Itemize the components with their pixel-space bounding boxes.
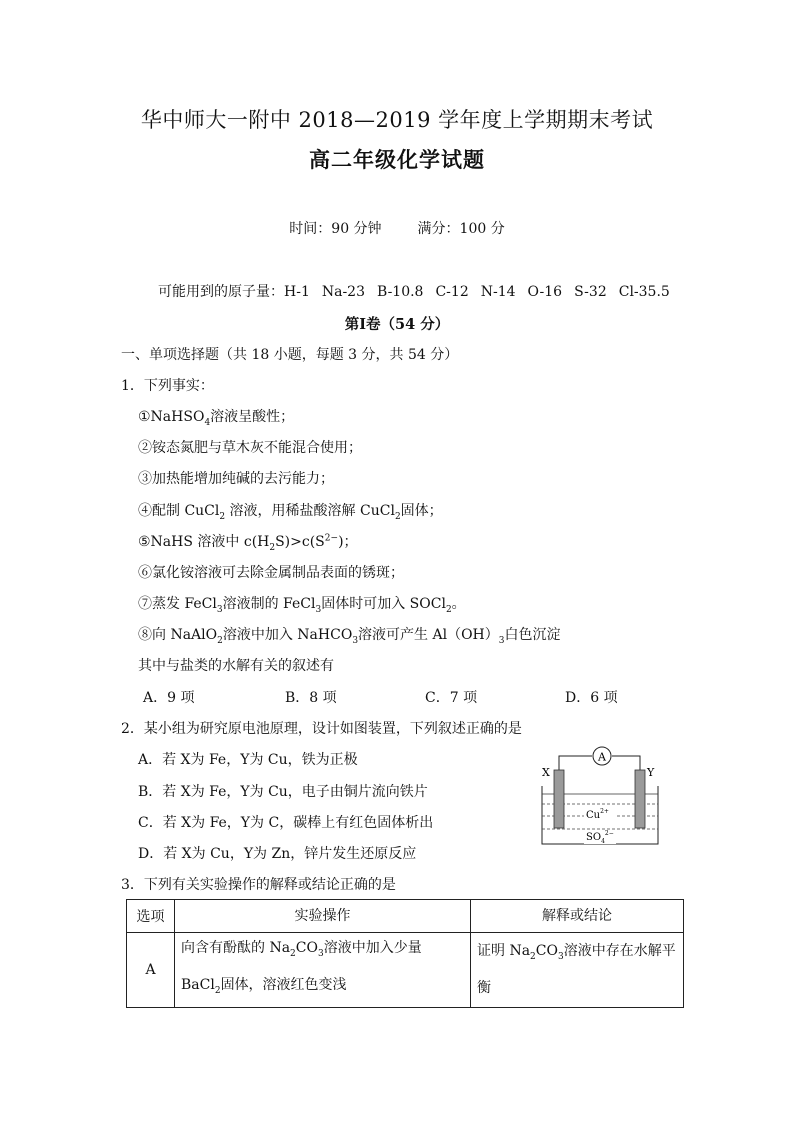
electrode-x-label: X [542, 766, 550, 779]
q1-fact-2: ②铵态氮肥与草木灰不能混合使用； [138, 440, 362, 456]
question-1-stem: 1．下列事实： [121, 378, 214, 394]
electrode-x [554, 770, 564, 828]
q1-option-b: B．8 项 [285, 690, 337, 706]
electrode-y [635, 770, 645, 828]
row-option: A [127, 933, 175, 1008]
ammeter-label: A [598, 750, 606, 764]
exam-subtitle: 高二年级化学试题 [309, 147, 485, 172]
exam-title: 华中师大一附中 2018—2019 学年度上学期期末考试 [140, 108, 654, 132]
table-row [127, 933, 684, 1008]
q1-option-d: D．6 项 [565, 690, 618, 706]
q2-option-a: A．若 X为 Fe，Y为 Cu，铁为正极 [138, 752, 358, 768]
electrode-y-label: Y [647, 766, 655, 779]
q2-option-b: B．若 X为 Fe，Y为 Cu，电子由铜片流向铁片 [138, 784, 428, 800]
header-conclusion: 解释或结论 [471, 900, 684, 933]
header-option: 选项 [127, 900, 175, 933]
galvanic-cell-diagram [534, 742, 666, 848]
header-operation: 实验操作 [175, 900, 471, 933]
q1-fact-8: ⑧向 NaAlO$_2$溶液中加入 NaHCO$_3$溶液可产生 $Al(OH)_3$白色沉淀 [138, 627, 561, 646]
q1-fact-3: ③加热能增加纯碱的去污能力； [138, 471, 334, 487]
q1-option-c: C．7 项 [425, 690, 478, 706]
q1-option-a: A．9 项 [143, 690, 195, 706]
exam-info [0, 218, 794, 238]
atomic-mass-line [158, 281, 682, 301]
atomic-mass-item: C-12 [435, 284, 469, 300]
atomic-mass-item: O-16 [527, 284, 563, 300]
q1-fact-4: ④配制 CuCl$_2$ 溶液，用稀盐酸溶解 CuCl$_2$固体； [138, 503, 443, 522]
atomic-mass-item: Na-23 [321, 284, 366, 300]
row-operation: 向含有酚酞的 $Na_2CO_3$溶液中加入少量 BaCl$_2$固体，溶液红色变浅 [175, 933, 471, 1008]
ion-cu: $Cu^{2+}$ [586, 808, 609, 821]
q1-fact-5: ⑤NaHS 溶液中 $c(H_2S)>c(S^{2-})$； [138, 533, 358, 553]
atomic-mass-item: Cl-35.5 [618, 284, 670, 300]
atomic-mass-item: N-14 [480, 284, 516, 300]
experiment-table [126, 899, 684, 1008]
ion-so4: $SO_4^{2-}$ [586, 830, 614, 845]
q2-option-c: C．若 X为 Fe，Y为 C，碳棒上有红色固体析出 [138, 815, 434, 831]
section-title: 一、单项选择题（共 18 小题，每题 3 分，共 54 分） [121, 347, 459, 363]
row-conclusion: 证明 $Na_2CO_3$溶液中存在水解平衡 [471, 933, 684, 1008]
q1-fact-6: ⑥氯化铵溶液可去除金属制品表面的锈斑； [138, 565, 404, 581]
volume-title: 第Ⅰ卷（54 分） [344, 316, 450, 333]
question-2-stem: 2．某小组为研究原电池原理，设计如图装置，下列叙述正确的是 [121, 721, 522, 737]
time-limit: 时间：90 分钟 [289, 221, 382, 237]
question-3-stem: 3．下列有关实验操作的解释或结论正确的是 [121, 877, 396, 893]
full-score: 满分：100 分 [417, 221, 505, 237]
table-header-row [127, 900, 684, 933]
atomic-mass-item: B-10.8 [377, 284, 424, 300]
atomic-mass-item: S-32 [574, 284, 607, 300]
atomic-mass-item: H-1 [284, 284, 310, 300]
q1-fact-7: ⑦蒸发 FeCl$_3$溶液制的 FeCl$_3$固体时可加入 SOCl$_2$。 [138, 596, 466, 615]
atomic-mass-label: 可能用到的原子量： [158, 284, 284, 300]
q1-summary: 其中与盐类的水解有关的叙述有 [138, 658, 334, 674]
q1-fact-1: ①NaHSO$_4$溶液呈酸性； [138, 409, 295, 428]
q2-option-d: D．若 X为 Cu，Y为 Zn，锌片发生还原反应 [138, 846, 417, 862]
